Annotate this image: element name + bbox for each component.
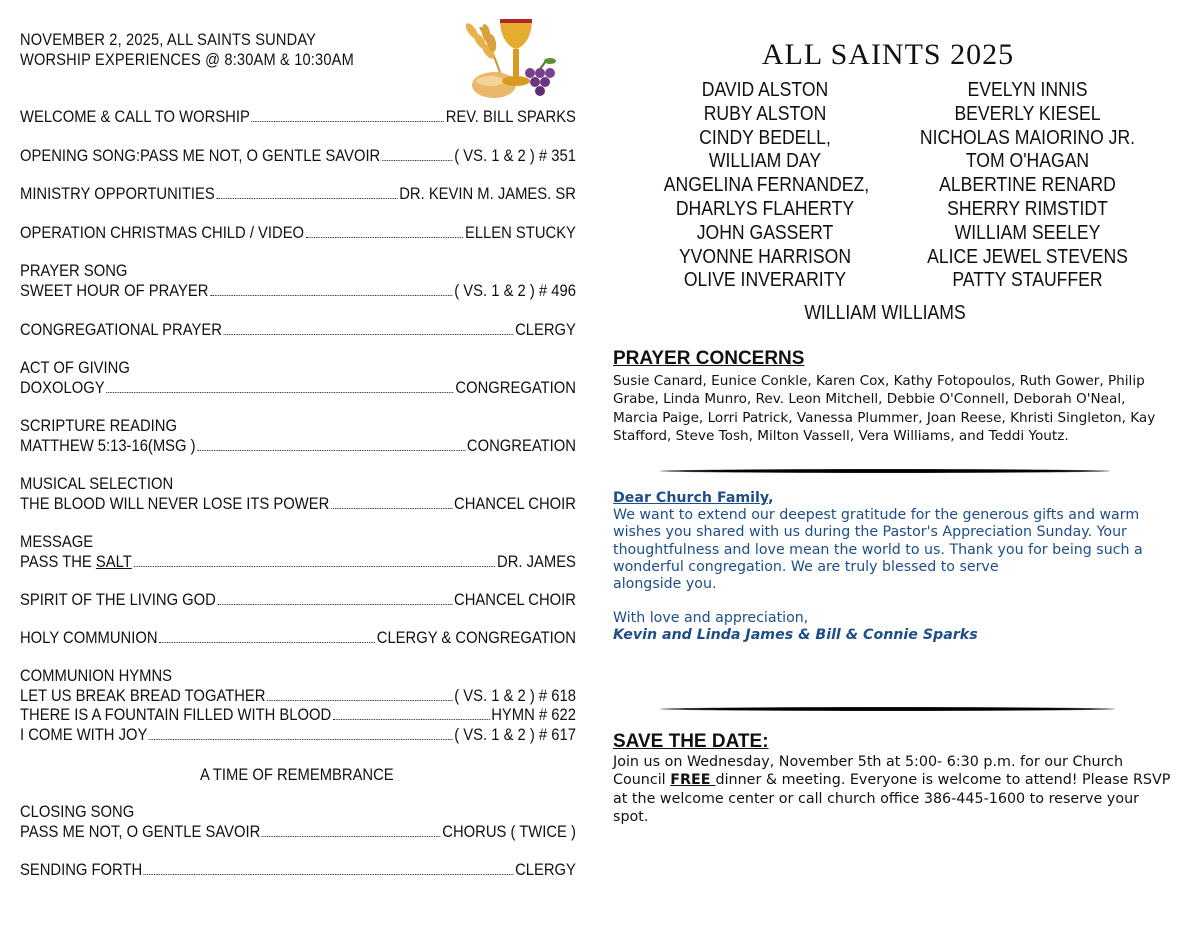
leader-dots	[197, 450, 465, 451]
letter-body: We want to extend our deepest gratitude for the generous gifts and warm wishes you shared with us during the Pastor's Appreciation Sunday. Your thoughtfulness and love mean the world to us. Thank you for being such a wonderful congregation. We are truly blessed to serve	[613, 507, 1143, 575]
item-title: SENDING FORTH	[20, 860, 143, 879]
item-title: CONGREGATIONAL PRAYER	[20, 320, 222, 339]
hymn-number: ( VS. 1 & 2 ) # 617	[454, 724, 576, 744]
saint-name: ANGELINA FERNANDEZ,	[663, 174, 870, 197]
save-the-date-heading: SAVE THE DATE:	[613, 731, 769, 752]
time-of-remembrance: A TIME OF REMEMBRANCE	[200, 765, 394, 784]
save-the-date-text	[613, 753, 1173, 826]
leader-dots	[210, 295, 452, 296]
order-musical	[20, 474, 576, 513]
order-welcome	[20, 107, 576, 127]
item-leader: DR. KEVIN M. JAMES. SR	[399, 184, 576, 203]
item-leader: CONGREGATION	[455, 377, 576, 397]
saint-name: ALBERTINE RENARD	[939, 174, 1116, 197]
saint-name: NICHOLAS MAIORINO JR.	[919, 126, 1136, 149]
saint-name-last: WILLIAM WILLIAMS	[804, 302, 966, 324]
hymn-number: HYMN # 622	[491, 705, 576, 724]
item-leader: ( VS. 1 & 2 ) # 351	[454, 146, 576, 165]
order-giving	[20, 358, 576, 397]
saint-name: DHARLYS FLAHERTY	[675, 197, 855, 220]
leader-dots	[252, 121, 444, 122]
order-opening-song	[20, 146, 576, 166]
leader-dots	[106, 392, 453, 393]
leader-dots	[331, 508, 452, 509]
leader-dots	[267, 700, 452, 701]
item-heading: SCRIPTURE READING	[20, 416, 177, 435]
message-title-underlined: SALT	[95, 551, 132, 571]
hymn-title: I COME WITH JOY	[20, 724, 148, 744]
item-title	[20, 552, 132, 572]
order-occ	[20, 223, 576, 243]
leader-dots	[149, 739, 452, 740]
saint-name: BEVERLY KIESEL	[954, 102, 1101, 125]
header-date: NOVEMBER 2, 2025, ALL SAINTS SUNDAY	[20, 30, 317, 49]
hymn-number: ( VS. 1 & 2 ) # 618	[454, 685, 576, 705]
item-title: SPIRIT OF THE LIVING GOD	[20, 590, 216, 609]
item-leader: CONGREATION	[466, 435, 576, 455]
prayer-concerns-list: Susie Canard, Eunice Conkle, Karen Cox, Kathy Fotopoulos, Ruth Gower, Philip Grabe, Linda Munro, Rev. Leon Mitchell, Debbie O'Connell, Deborah O'Neal, Marcia Paige, Lorri Patrick, Vanessa Plummer, Joan Reese, Khristi Singleton, Kay Stafford, Steve Tosh, Milton Vassell, Vera Williams, and Teddi Youtz.	[613, 373, 1156, 444]
item-leader: CHANCEL CHOIR	[454, 590, 576, 609]
leader-dots	[218, 604, 453, 605]
item-title: MINISTRY OPPORTUNITIES	[20, 184, 215, 203]
saint-name: WILLIAM SEELEY	[954, 221, 1101, 244]
saint-name: YVONNE HARRISON	[678, 245, 852, 268]
leader-dots	[333, 719, 490, 720]
saint-name: RUBY ALSTON	[703, 102, 827, 125]
saint-name: EVELYN INNIS	[967, 79, 1088, 101]
leader-dots	[217, 198, 398, 199]
all-saints-title: ALL SAINTS 2025	[761, 38, 1015, 71]
section-divider	[660, 469, 1110, 473]
item-title: SWEET HOUR OF PRAYER	[20, 280, 209, 300]
item-title: HOLY COMMUNION	[20, 628, 158, 647]
item-heading: PRAYER SONG	[20, 261, 128, 280]
letter-salutation: Dear Church Family	[613, 490, 769, 506]
item-leader: CLERGY	[515, 320, 576, 339]
item-leader: ( VS. 1 & 2 ) # 496	[454, 280, 576, 300]
order-prayer-song	[20, 261, 576, 300]
salutation-comma: ,	[768, 490, 774, 506]
item-leader: CHANCEL CHOIR	[454, 493, 576, 513]
leader-dots	[306, 237, 463, 238]
item-title: PASS ME NOT, O GENTLE SAVOIR	[20, 821, 261, 841]
item-heading: MESSAGE	[20, 532, 94, 551]
prayer-concerns-heading: PRAYER CONCERNS	[613, 348, 805, 369]
order-scripture	[20, 416, 576, 455]
letter-closing: With love and appreciation,	[613, 610, 809, 627]
item-title: OPERATION CHRISTMAS CHILD / VIDEO	[20, 223, 305, 242]
saint-name: PATTY STAUFFER	[952, 269, 1103, 292]
leader-dots	[262, 836, 441, 837]
letter-signature: Kevin and Linda James & Bill & Connie Sparks	[613, 627, 978, 644]
saint-name: JOHN GASSERT	[696, 221, 834, 244]
communion-cup-icon	[460, 15, 560, 105]
leader-dots	[382, 160, 453, 161]
item-leader: CHORUS ( TWICE )	[442, 821, 576, 841]
saint-name: ALICE JEWEL STEVENS	[927, 245, 1128, 268]
item-leader: CLERGY	[515, 860, 576, 879]
all-saints-column-1	[650, 79, 880, 293]
free-emphasis: FREE	[670, 772, 716, 789]
item-leader: DR. JAMES	[497, 551, 576, 571]
saint-name: CINDY BEDELL,	[699, 126, 831, 149]
order-sending-forth	[20, 860, 576, 880]
section-divider	[660, 707, 1115, 711]
header-times: WORSHIP EXPERIENCES @ 8:30AM & 10:30AM	[20, 50, 354, 69]
order-message	[20, 532, 576, 571]
all-saints-column-2	[905, 79, 1150, 293]
order-spirit	[20, 590, 576, 610]
order-communion	[20, 628, 576, 648]
save-date-text-b: dinner & meeting. Everyone is welcome to attend! Please RSVP at the welcome center or call church office 386-445-1600 to reserve your spot.	[613, 772, 1171, 825]
item-heading: CLOSING SONG	[20, 802, 135, 821]
leader-dots	[134, 566, 496, 567]
hymn-title: THERE IS A FOUNTAIN FILLED WITH BLOOD	[20, 705, 332, 724]
leader-dots	[144, 874, 513, 875]
item-title: WELCOME & CALL TO WORSHIP	[20, 107, 250, 126]
item-leader: ELLEN STUCKY	[464, 223, 576, 242]
item-leader: CLERGY & CONGREGATION	[376, 628, 576, 647]
leader-dots	[224, 334, 514, 335]
item-heading: COMMUNION HYMNS	[20, 666, 173, 685]
thank-you-letter	[613, 490, 1173, 645]
item-heading: ACT OF GIVING	[20, 358, 130, 377]
order-communion-hymns	[20, 666, 576, 744]
saint-name: TOM O'HAGAN	[965, 150, 1090, 173]
saint-name: WILLIAM DAY	[708, 150, 822, 173]
saint-name: OLIVE INVERARITY	[683, 269, 847, 292]
save-date-text-a: Join us on Wednesday, November 5th at 5:00- 6:30 p.m. for our Church Council	[613, 754, 1124, 789]
item-title: MATTHEW 5:13-16(MSG )	[20, 435, 196, 455]
hymn-title: LET US BREAK BREAD TOGATHER	[20, 685, 266, 705]
message-title: PASS THE	[20, 551, 96, 571]
order-closing-song	[20, 802, 576, 841]
item-title: THE BLOOD WILL NEVER LOSE ITS POWER	[20, 493, 330, 513]
order-ministry	[20, 184, 576, 204]
leader-dots	[159, 642, 375, 643]
saint-name: SHERRY RIMSTIDT	[947, 197, 1108, 220]
letter-body-end: alongside you.	[613, 576, 717, 593]
order-congregational-prayer	[20, 320, 576, 340]
item-title: DOXOLOGY	[20, 377, 105, 397]
saint-name: DAVID ALSTON	[701, 79, 829, 101]
grapes-icon	[525, 58, 556, 96]
item-heading: MUSICAL SELECTION	[20, 474, 174, 493]
item-title: OPENING SONG:PASS ME NOT, O GENTLE SAVOIR	[20, 146, 381, 165]
item-leader: REV. BILL SPARKS	[445, 107, 576, 126]
